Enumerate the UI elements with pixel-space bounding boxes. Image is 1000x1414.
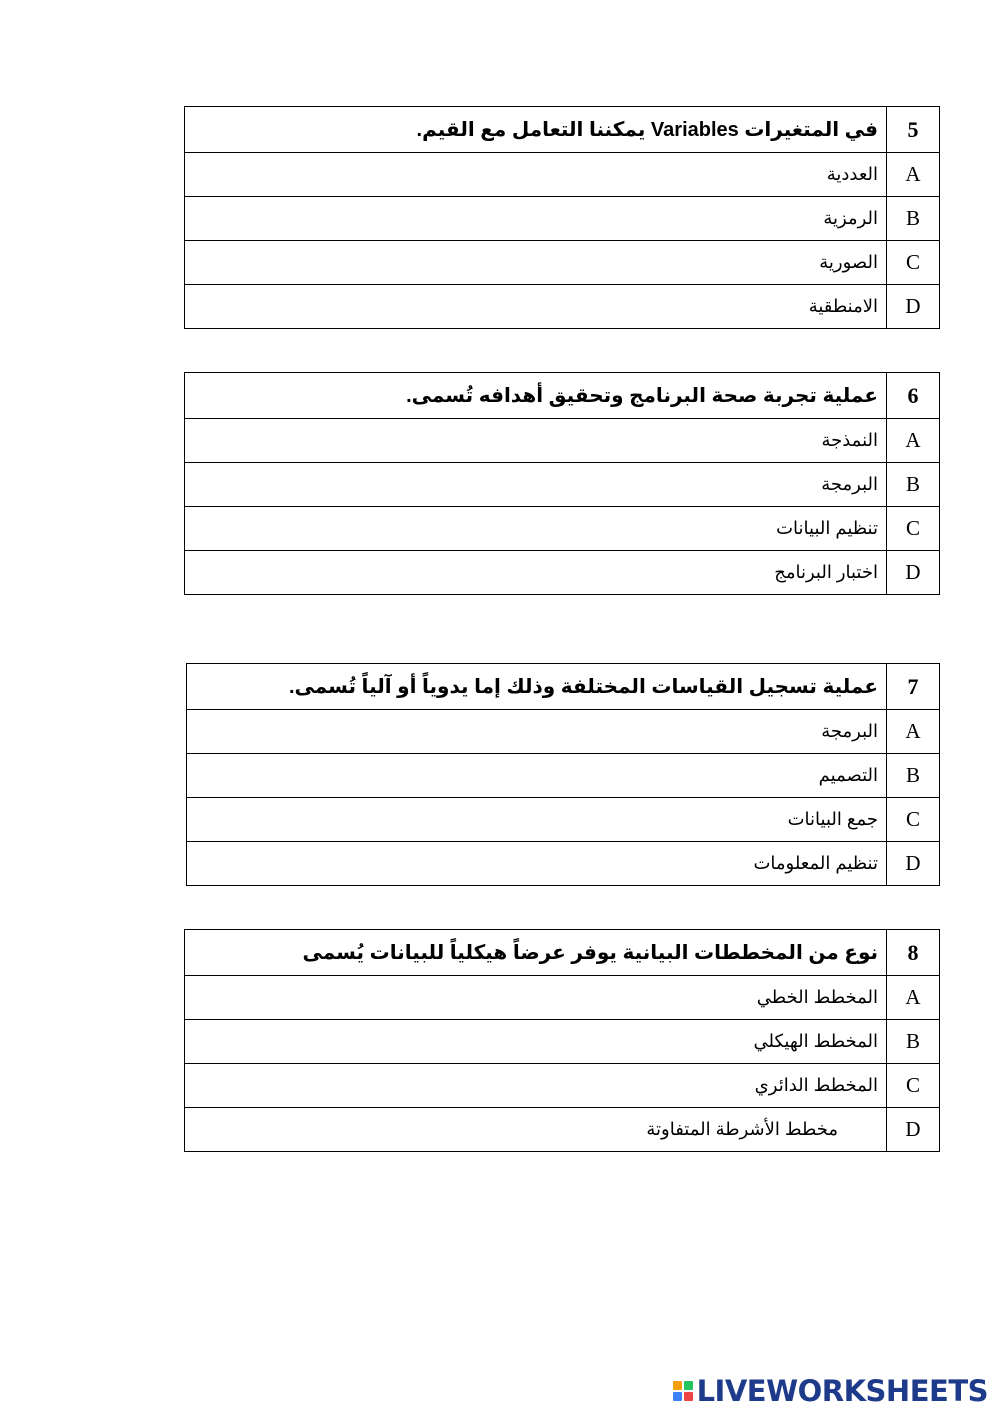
logo-square-icon xyxy=(684,1392,693,1401)
option-text[interactable]: المخطط الخطي xyxy=(185,976,887,1020)
question-number: 7 xyxy=(887,664,940,710)
option-row-c[interactable] xyxy=(187,798,940,842)
option-text[interactable]: الامنطقية xyxy=(185,285,887,329)
option-row-c[interactable] xyxy=(185,1064,940,1108)
option-letter: C xyxy=(887,241,940,285)
option-row-b[interactable] xyxy=(185,463,940,507)
liveworksheets-logo-icon xyxy=(673,1381,693,1401)
option-letter: B xyxy=(887,463,940,507)
option-letter: D xyxy=(887,1108,940,1152)
option-row-c[interactable] xyxy=(185,507,940,551)
logo-square-icon xyxy=(673,1392,682,1401)
option-letter: A xyxy=(887,710,940,754)
option-letter: C xyxy=(887,1064,940,1108)
question-text: عملية تسجيل القياسات المختلفة وذلك إما يدوياً أو آلياً تُسمى. xyxy=(187,664,887,710)
option-text[interactable]: تنظيم البيانات xyxy=(185,507,887,551)
option-row-d[interactable] xyxy=(185,285,940,329)
option-text[interactable]: مخطط الأشرطة المتفاوتة xyxy=(185,1108,887,1152)
question-7-table xyxy=(186,663,940,886)
option-text[interactable]: المخطط الدائري xyxy=(185,1064,887,1108)
logo-square-icon xyxy=(684,1381,693,1390)
option-letter: B xyxy=(887,754,940,798)
brand-text: LIVEWORKSHEETS xyxy=(696,1374,988,1408)
option-text[interactable]: اختبار البرنامج xyxy=(185,551,887,595)
question-8-table xyxy=(184,929,940,1152)
option-row-a[interactable] xyxy=(185,153,940,197)
option-text[interactable]: المخطط الهيكلي xyxy=(185,1020,887,1064)
question-row xyxy=(185,930,940,976)
option-row-a[interactable] xyxy=(187,710,940,754)
option-row-a[interactable] xyxy=(185,419,940,463)
question-number: 6 xyxy=(887,373,940,419)
question-row xyxy=(185,373,940,419)
option-row-a[interactable] xyxy=(185,976,940,1020)
question-text: عملية تجربة صحة البرنامج وتحقيق أهدافه تُسمى. xyxy=(185,373,887,419)
option-row-c[interactable] xyxy=(185,241,940,285)
option-row-b[interactable] xyxy=(185,197,940,241)
option-text[interactable]: التصميم xyxy=(187,754,887,798)
option-text[interactable]: تنظيم المعلومات xyxy=(187,842,887,886)
option-letter: B xyxy=(887,1020,940,1064)
question-text: في المتغيرات Variables يمكننا التعامل مع القيم. xyxy=(185,107,887,153)
option-letter: C xyxy=(887,798,940,842)
question-5-table xyxy=(184,106,940,329)
option-letter: C xyxy=(887,507,940,551)
option-text[interactable]: البرمجة xyxy=(187,710,887,754)
option-letter: A xyxy=(887,976,940,1020)
question-text: نوع من المخططات البيانية يوفر عرضاً هيكلياً للبيانات يُسمى xyxy=(185,930,887,976)
question-row xyxy=(187,664,940,710)
option-letter: A xyxy=(887,153,940,197)
option-row-d[interactable] xyxy=(187,842,940,886)
logo-square-icon xyxy=(673,1381,682,1390)
option-letter: D xyxy=(887,285,940,329)
question-6-table xyxy=(184,372,940,595)
option-row-b[interactable] xyxy=(185,1020,940,1064)
option-text[interactable]: النمذجة xyxy=(185,419,887,463)
option-text[interactable]: العددية xyxy=(185,153,887,197)
option-letter: D xyxy=(887,842,940,886)
option-text[interactable]: الرمزية xyxy=(185,197,887,241)
option-letter: A xyxy=(887,419,940,463)
option-text[interactable]: جمع البيانات xyxy=(187,798,887,842)
option-row-d[interactable] xyxy=(185,1108,940,1152)
question-number: 8 xyxy=(887,930,940,976)
question-number: 5 xyxy=(887,107,940,153)
liveworksheets-brand xyxy=(673,1374,988,1408)
option-row-d[interactable] xyxy=(185,551,940,595)
option-letter: D xyxy=(887,551,940,595)
option-text[interactable]: البرمجة xyxy=(185,463,887,507)
option-text[interactable]: الصورية xyxy=(185,241,887,285)
option-letter: B xyxy=(887,197,940,241)
option-row-b[interactable] xyxy=(187,754,940,798)
question-row xyxy=(185,107,940,153)
